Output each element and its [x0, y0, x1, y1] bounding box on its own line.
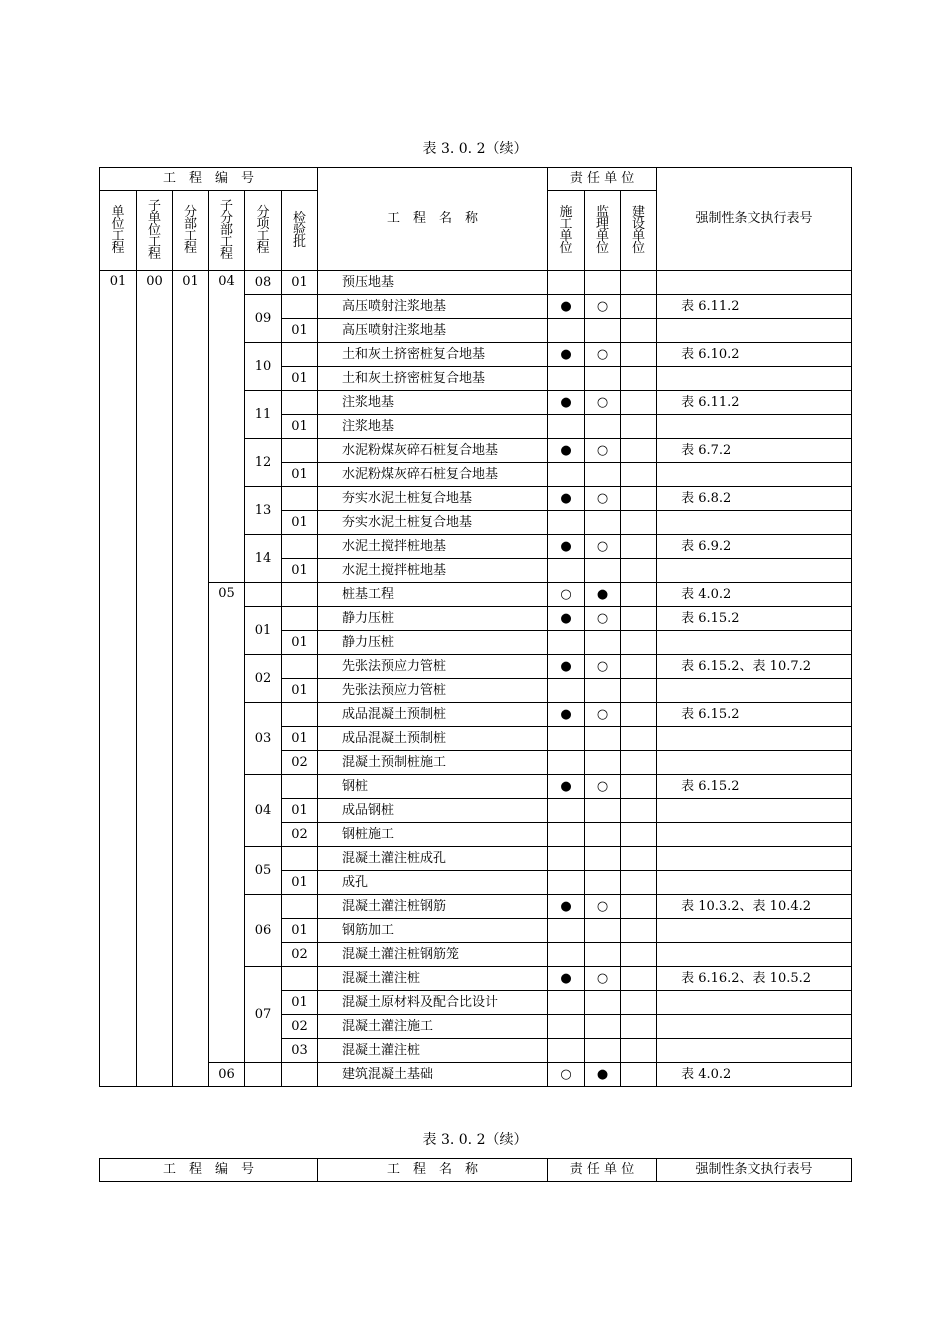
header-owner-unit: 建设单位	[621, 191, 657, 271]
item-code: 09	[245, 295, 282, 343]
engineering-name-cell: 土和灰土挤密桩复合地基	[318, 343, 548, 367]
supervision-unit-mark	[585, 679, 621, 703]
engineering-name-cell: 成品钢桩	[318, 799, 548, 823]
construction-unit-mark: ●	[548, 895, 585, 919]
owner-unit-mark	[621, 439, 657, 463]
batch-code	[282, 847, 318, 871]
batch-code	[282, 775, 318, 799]
owner-unit-mark	[621, 415, 657, 439]
sub-division-code: 06	[209, 1063, 245, 1087]
supervision-unit-mark	[585, 847, 621, 871]
batch-code: 01	[282, 991, 318, 1015]
supervision-unit-mark: ●	[585, 583, 621, 607]
construction-unit-mark: ●	[548, 535, 585, 559]
table-caption-continued: 表 3. 0. 2（续）	[422, 1132, 528, 1148]
batch-code: 02	[282, 751, 318, 775]
header-unit-project: 单位工程	[100, 191, 137, 271]
header-mandatory-table: 强制性条文执行表号	[657, 1159, 852, 1182]
batch-code	[282, 343, 318, 367]
construction-unit-mark: ●	[548, 775, 585, 799]
item-code	[245, 583, 282, 607]
header-sub-unit-project: 子单位工程	[137, 191, 173, 271]
sub-unit-code: 00	[137, 271, 173, 1087]
engineering-name-cell: 混凝土原材料及配合比设计	[318, 991, 548, 1015]
mandatory-table-number: 表 6.11.2	[657, 391, 852, 415]
mandatory-table-number	[657, 559, 852, 583]
batch-code: 01	[282, 271, 318, 295]
supervision-unit-mark: ○	[585, 295, 621, 319]
engineering-name-cell: 夯实水泥土桩复合地基	[318, 511, 548, 535]
construction-unit-mark	[548, 847, 585, 871]
engineering-name-cell: 钢筋加工	[318, 919, 548, 943]
batch-code	[282, 703, 318, 727]
item-code: 02	[245, 655, 282, 703]
engineering-name-cell: 高压喷射注浆地基	[318, 319, 548, 343]
construction-unit-mark	[548, 511, 585, 535]
supervision-unit-mark: ○	[585, 391, 621, 415]
header-engineering-name: 工 程 名 称	[318, 168, 548, 271]
item-code: 01	[245, 607, 282, 655]
engineering-name-cell: 建筑混凝土基础	[318, 1063, 548, 1087]
item-code: 12	[245, 439, 282, 487]
engineering-name-cell: 混凝土灌注桩	[318, 967, 548, 991]
supervision-unit-mark: ○	[585, 535, 621, 559]
engineering-name-cell: 水泥粉煤灰碎石桩复合地基	[318, 439, 548, 463]
supervision-unit-mark	[585, 367, 621, 391]
engineering-name-cell: 水泥土搅拌桩地基	[318, 559, 548, 583]
construction-unit-mark	[548, 559, 585, 583]
supervision-unit-mark	[585, 271, 621, 295]
mandatory-table-number	[657, 367, 852, 391]
mandatory-table-number	[657, 271, 852, 295]
engineering-name-cell: 先张法预应力管桩	[318, 679, 548, 703]
batch-code: 01	[282, 511, 318, 535]
construction-unit-mark	[548, 751, 585, 775]
item-code: 06	[245, 895, 282, 967]
construction-unit-mark: ○	[548, 583, 585, 607]
mandatory-table-number: 表 10.3.2、表 10.4.2	[657, 895, 852, 919]
construction-unit-mark	[548, 367, 585, 391]
owner-unit-mark	[621, 703, 657, 727]
engineering-name-cell: 预压地基	[318, 271, 548, 295]
engineering-name-cell: 先张法预应力管桩	[318, 655, 548, 679]
engineering-name-cell: 钢桩施工	[318, 823, 548, 847]
batch-code: 01	[282, 919, 318, 943]
engineering-name-cell: 桩基工程	[318, 583, 548, 607]
batch-code: 02	[282, 823, 318, 847]
header-item: 分项工程	[245, 191, 282, 271]
engineering-division-table	[99, 167, 852, 1087]
engineering-name-cell: 成孔	[318, 871, 548, 895]
mandatory-table-number: 表 6.15.2	[657, 607, 852, 631]
supervision-unit-mark	[585, 415, 621, 439]
engineering-name-cell: 水泥土搅拌桩地基	[318, 535, 548, 559]
batch-code	[282, 607, 318, 631]
construction-unit-mark	[548, 799, 585, 823]
item-code: 05	[245, 847, 282, 895]
header-construction-unit: 施工单位	[548, 191, 585, 271]
batch-code: 01	[282, 679, 318, 703]
owner-unit-mark	[621, 343, 657, 367]
owner-unit-mark	[621, 823, 657, 847]
owner-unit-mark	[621, 511, 657, 535]
owner-unit-mark	[621, 631, 657, 655]
owner-unit-mark	[621, 919, 657, 943]
owner-unit-mark	[621, 1015, 657, 1039]
header-division: 分部工程	[173, 191, 209, 271]
owner-unit-mark	[621, 559, 657, 583]
owner-unit-mark	[621, 847, 657, 871]
header-engineering-name: 工 程 名 称	[318, 1159, 548, 1182]
owner-unit-mark	[621, 295, 657, 319]
construction-unit-mark: ●	[548, 655, 585, 679]
batch-code: 01	[282, 463, 318, 487]
engineering-name-cell: 静力压桩	[318, 607, 548, 631]
supervision-unit-mark	[585, 727, 621, 751]
batch-code	[282, 295, 318, 319]
header-sub-division: 子分部工程	[209, 191, 245, 271]
owner-unit-mark	[621, 991, 657, 1015]
supervision-unit-mark	[585, 751, 621, 775]
owner-unit-mark	[621, 583, 657, 607]
owner-unit-mark	[621, 391, 657, 415]
engineering-name-cell: 混凝土灌注桩钢筋	[318, 895, 548, 919]
construction-unit-mark	[548, 871, 585, 895]
supervision-unit-mark	[585, 991, 621, 1015]
mandatory-table-number	[657, 1039, 852, 1063]
batch-code	[282, 583, 318, 607]
engineering-name-cell: 成品混凝土预制桩	[318, 703, 548, 727]
construction-unit-mark	[548, 463, 585, 487]
table-row	[100, 1063, 852, 1087]
engineering-name-cell: 静力压桩	[318, 631, 548, 655]
construction-unit-mark: ●	[548, 967, 585, 991]
table-row	[100, 583, 852, 607]
supervision-unit-mark	[585, 1015, 621, 1039]
construction-unit-mark: ●	[548, 607, 585, 631]
engineering-name-cell: 注浆地基	[318, 391, 548, 415]
batch-code	[282, 895, 318, 919]
construction-unit-mark	[548, 271, 585, 295]
engineering-name-cell: 混凝土灌注桩成孔	[318, 847, 548, 871]
continued-table-header	[99, 1158, 852, 1182]
engineering-name-cell: 混凝土灌注桩	[318, 1039, 548, 1063]
owner-unit-mark	[621, 319, 657, 343]
mandatory-table-number: 表 6.9.2	[657, 535, 852, 559]
batch-code: 02	[282, 943, 318, 967]
engineering-name-cell: 夯实水泥土桩复合地基	[318, 487, 548, 511]
mandatory-table-number	[657, 631, 852, 655]
construction-unit-mark	[548, 1039, 585, 1063]
supervision-unit-mark	[585, 871, 621, 895]
item-code	[245, 1063, 282, 1087]
construction-unit-mark	[548, 823, 585, 847]
owner-unit-mark	[621, 967, 657, 991]
header-engineering-number: 工 程 编 号	[100, 1159, 318, 1182]
construction-unit-mark: ●	[548, 343, 585, 367]
header-engineering-number: 工 程 编 号	[100, 168, 318, 191]
mandatory-table-number	[657, 991, 852, 1015]
batch-code: 01	[282, 559, 318, 583]
header-responsible-unit: 责 任 单 位	[548, 168, 657, 191]
mandatory-table-number: 表 6.7.2	[657, 439, 852, 463]
mandatory-table-number	[657, 415, 852, 439]
owner-unit-mark	[621, 895, 657, 919]
batch-code: 01	[282, 727, 318, 751]
supervision-unit-mark: ○	[585, 967, 621, 991]
supervision-unit-mark	[585, 319, 621, 343]
construction-unit-mark	[548, 919, 585, 943]
mandatory-table-number: 表 6.10.2	[657, 343, 852, 367]
table-row	[100, 271, 852, 295]
unit-project-code: 01	[100, 271, 137, 1087]
batch-code: 01	[282, 631, 318, 655]
mandatory-table-number: 表 6.15.2、表 10.7.2	[657, 655, 852, 679]
owner-unit-mark	[621, 487, 657, 511]
supervision-unit-mark	[585, 1039, 621, 1063]
item-code: 07	[245, 967, 282, 1063]
batch-code: 01	[282, 415, 318, 439]
header-responsible-unit: 责 任 单 位	[548, 1159, 657, 1182]
mandatory-table-number	[657, 1015, 852, 1039]
owner-unit-mark	[621, 607, 657, 631]
batch-code: 01	[282, 871, 318, 895]
supervision-unit-mark	[585, 823, 621, 847]
batch-code	[282, 655, 318, 679]
engineering-name-cell: 钢桩	[318, 775, 548, 799]
mandatory-table-number	[657, 943, 852, 967]
engineering-name-cell: 成品混凝土预制桩	[318, 727, 548, 751]
batch-code	[282, 967, 318, 991]
batch-code	[282, 487, 318, 511]
construction-unit-mark: ●	[548, 391, 585, 415]
owner-unit-mark	[621, 1039, 657, 1063]
mandatory-table-number	[657, 319, 852, 343]
supervision-unit-mark	[585, 511, 621, 535]
supervision-unit-mark: ○	[585, 895, 621, 919]
owner-unit-mark	[621, 655, 657, 679]
mandatory-table-number	[657, 463, 852, 487]
owner-unit-mark	[621, 775, 657, 799]
supervision-unit-mark	[585, 943, 621, 967]
supervision-unit-mark	[585, 919, 621, 943]
header-batch: 检验批	[282, 191, 318, 271]
supervision-unit-mark: ○	[585, 775, 621, 799]
construction-unit-mark	[548, 1015, 585, 1039]
construction-unit-mark: ●	[548, 439, 585, 463]
division-code: 01	[173, 271, 209, 1087]
mandatory-table-number	[657, 751, 852, 775]
engineering-name-cell: 注浆地基	[318, 415, 548, 439]
supervision-unit-mark: ○	[585, 703, 621, 727]
supervision-unit-mark: ○	[585, 487, 621, 511]
supervision-unit-mark: ○	[585, 655, 621, 679]
supervision-unit-mark	[585, 799, 621, 823]
item-code: 03	[245, 703, 282, 775]
supervision-unit-mark: ●	[585, 1063, 621, 1087]
owner-unit-mark	[621, 271, 657, 295]
sub-division-code: 05	[209, 583, 245, 1063]
item-code: 13	[245, 487, 282, 535]
mandatory-table-number: 表 6.15.2	[657, 703, 852, 727]
mandatory-table-number	[657, 823, 852, 847]
batch-code: 01	[282, 319, 318, 343]
construction-unit-mark	[548, 727, 585, 751]
mandatory-table-number: 表 6.15.2	[657, 775, 852, 799]
construction-unit-mark	[548, 319, 585, 343]
owner-unit-mark	[621, 679, 657, 703]
item-code: 08	[245, 271, 282, 295]
construction-unit-mark: ●	[548, 295, 585, 319]
mandatory-table-number: 表 4.0.2	[657, 1063, 852, 1087]
mandatory-table-number: 表 4.0.2	[657, 583, 852, 607]
construction-unit-mark	[548, 943, 585, 967]
owner-unit-mark	[621, 1063, 657, 1087]
owner-unit-mark	[621, 751, 657, 775]
owner-unit-mark	[621, 871, 657, 895]
engineering-name-cell: 土和灰土挤密桩复合地基	[318, 367, 548, 391]
table-caption: 表 3. 0. 2（续）	[422, 141, 528, 157]
mandatory-table-number	[657, 727, 852, 751]
batch-code	[282, 1063, 318, 1087]
batch-code	[282, 391, 318, 415]
batch-code: 01	[282, 367, 318, 391]
supervision-unit-mark: ○	[585, 439, 621, 463]
header-supervision-unit: 监理单位	[585, 191, 621, 271]
mandatory-table-number: 表 6.11.2	[657, 295, 852, 319]
mandatory-table-number	[657, 919, 852, 943]
mandatory-table-number: 表 6.16.2、表 10.5.2	[657, 967, 852, 991]
batch-code: 01	[282, 799, 318, 823]
mandatory-table-number	[657, 799, 852, 823]
supervision-unit-mark: ○	[585, 607, 621, 631]
item-code: 04	[245, 775, 282, 847]
mandatory-table-number	[657, 679, 852, 703]
item-code: 10	[245, 343, 282, 391]
engineering-name-cell: 混凝土灌注桩钢筋笼	[318, 943, 548, 967]
batch-code	[282, 535, 318, 559]
item-code: 11	[245, 391, 282, 439]
mandatory-table-number	[657, 511, 852, 535]
item-code: 14	[245, 535, 282, 583]
owner-unit-mark	[621, 463, 657, 487]
construction-unit-mark	[548, 415, 585, 439]
engineering-name-cell: 高压喷射注浆地基	[318, 295, 548, 319]
mandatory-table-number	[657, 871, 852, 895]
batch-code: 03	[282, 1039, 318, 1063]
owner-unit-mark	[621, 799, 657, 823]
header-mandatory-table: 强制性条文执行表号	[657, 168, 852, 271]
sub-division-code: 04	[209, 271, 245, 583]
supervision-unit-mark	[585, 463, 621, 487]
supervision-unit-mark	[585, 559, 621, 583]
owner-unit-mark	[621, 943, 657, 967]
engineering-name-cell: 水泥粉煤灰碎石桩复合地基	[318, 463, 548, 487]
owner-unit-mark	[621, 535, 657, 559]
owner-unit-mark	[621, 367, 657, 391]
construction-unit-mark: ○	[548, 1063, 585, 1087]
batch-code: 02	[282, 1015, 318, 1039]
owner-unit-mark	[621, 727, 657, 751]
mandatory-table-number	[657, 847, 852, 871]
construction-unit-mark	[548, 991, 585, 1015]
supervision-unit-mark: ○	[585, 343, 621, 367]
construction-unit-mark	[548, 631, 585, 655]
engineering-name-cell: 混凝土预制桩施工	[318, 751, 548, 775]
construction-unit-mark	[548, 679, 585, 703]
mandatory-table-number: 表 6.8.2	[657, 487, 852, 511]
batch-code	[282, 439, 318, 463]
supervision-unit-mark	[585, 631, 621, 655]
engineering-name-cell: 混凝土灌注施工	[318, 1015, 548, 1039]
construction-unit-mark: ●	[548, 487, 585, 511]
construction-unit-mark: ●	[548, 703, 585, 727]
